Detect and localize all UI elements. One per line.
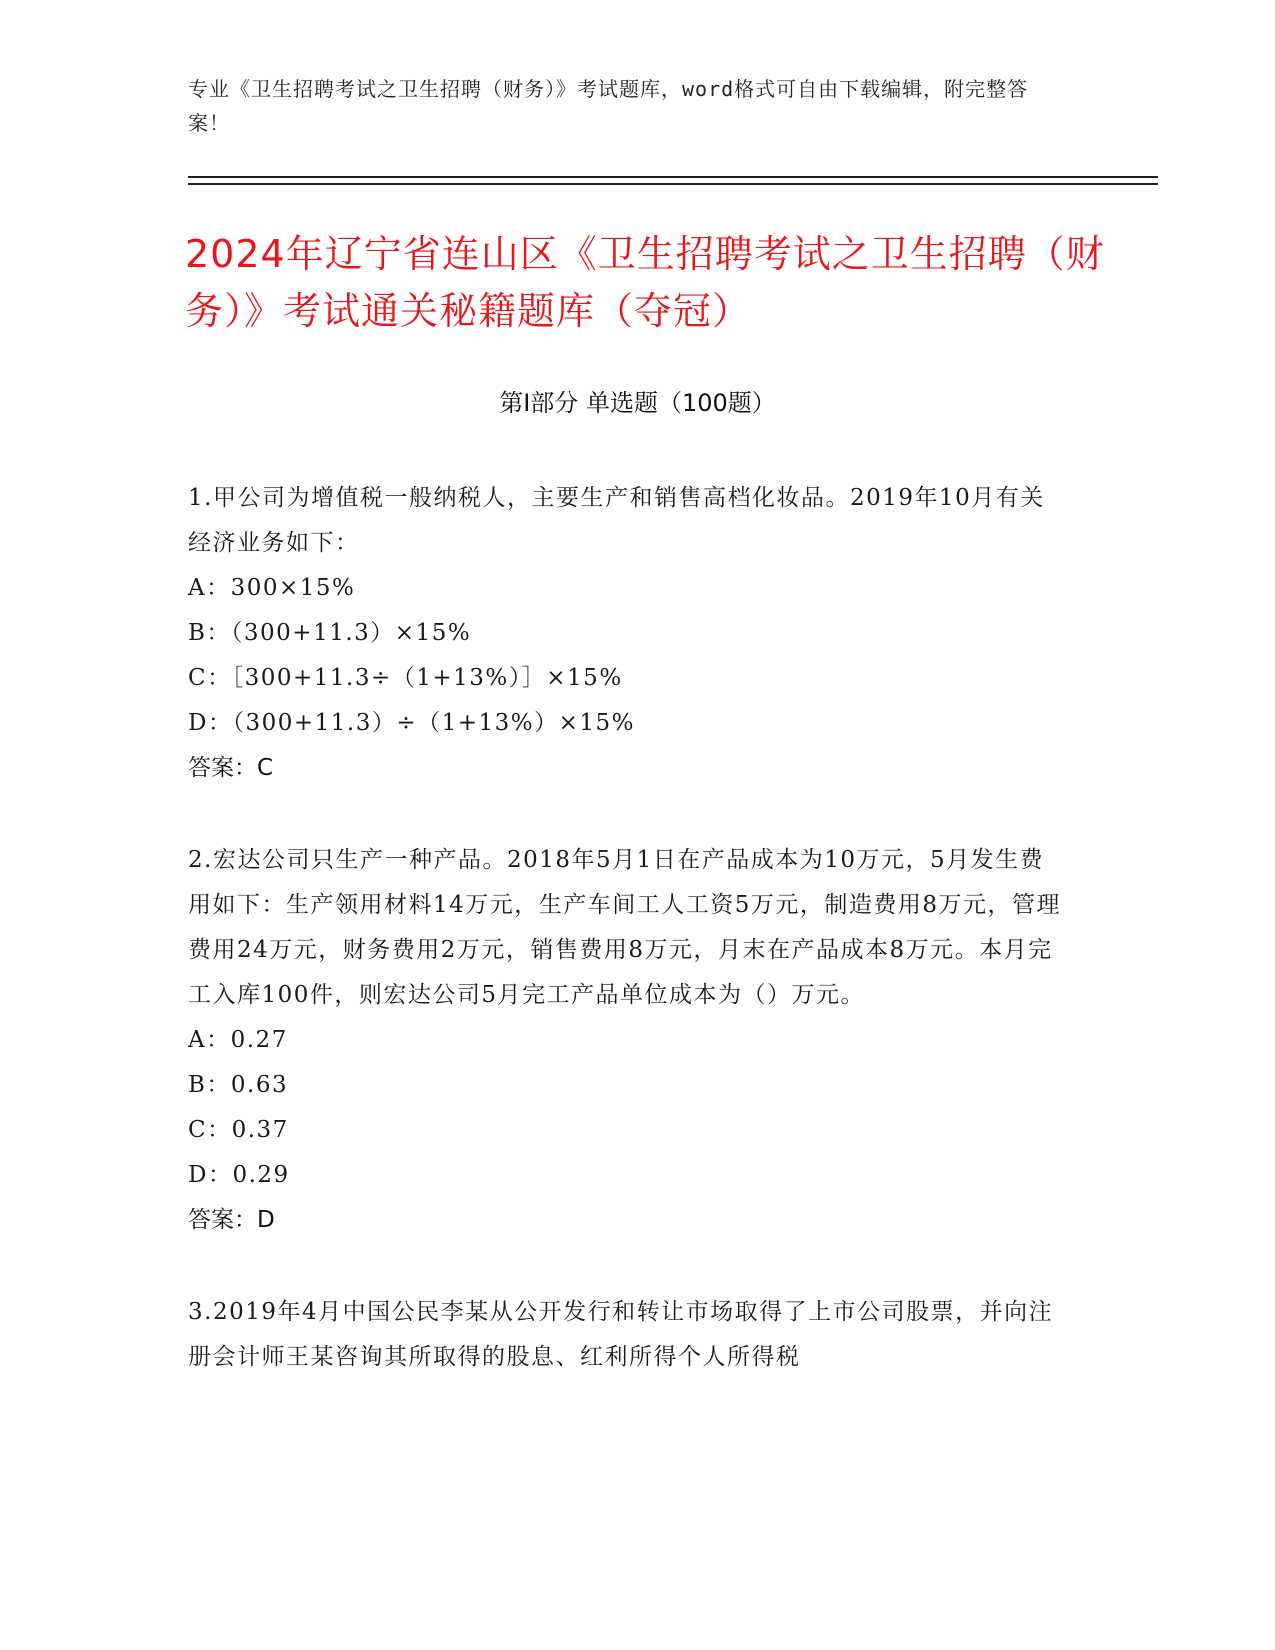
header-divider-top	[188, 176, 1158, 178]
document-title: 2024年辽宁省连山区《卫生招聘考试之卫生招聘（财务）》考试通关秘籍题库（夺冠）	[185, 232, 1105, 333]
option-b: B：0.63	[188, 1072, 289, 1098]
section-heading: 第I部分 单选题（100题）	[499, 389, 776, 417]
option-d: D：（300+11.3）÷（1+13%）×15%	[188, 710, 636, 736]
question-stem: 3.2019年4月中国公民李某从公开发行和转让市场取得了上市公司股票，并向注册会计师王某咨询其所取得的股息、红利所得个人所得税	[188, 1299, 1054, 1370]
question-3	[188, 1290, 1068, 1380]
option-a: A：300×15%	[188, 575, 356, 601]
header-divider-bottom	[188, 183, 1158, 185]
option-c: C：［300+11.3÷（1+13%）］×15%	[188, 665, 623, 691]
answer-label: 答案：C	[188, 755, 274, 781]
question-stem: 1.甲公司为增值税一般纳税人，主要生产和销售高档化妆品。2019年10月有关经济业务如下：	[188, 485, 1045, 556]
question-1	[188, 476, 1068, 791]
header-note: 专业《卫生招聘考试之卫生招聘（财务）》考试题库，word格式可自由下载编辑，附完整答案！	[188, 77, 1029, 135]
question-2	[188, 838, 1068, 1243]
option-d: D：0.29	[188, 1162, 290, 1188]
option-c: C：0.37	[188, 1117, 289, 1143]
question-list	[188, 476, 1068, 1427]
option-b: B：（300+11.3）×15%	[188, 620, 472, 646]
option-a: A：0.27	[188, 1027, 288, 1053]
answer-label: 答案：D	[188, 1207, 275, 1233]
question-stem: 2.宏达公司只生产一种产品。2018年5月1日在产品成本为10万元，5月发生费用如下：生产领用材料14万元，生产车间工人工资5万元，制造费用8万元，管理费用24万元，财务费用2万元，销售费用8万元，月末在产品成本8万元。本月完工入库100件，则宏达公司5月完工产品单位成本为（）万元。	[188, 847, 1062, 1008]
